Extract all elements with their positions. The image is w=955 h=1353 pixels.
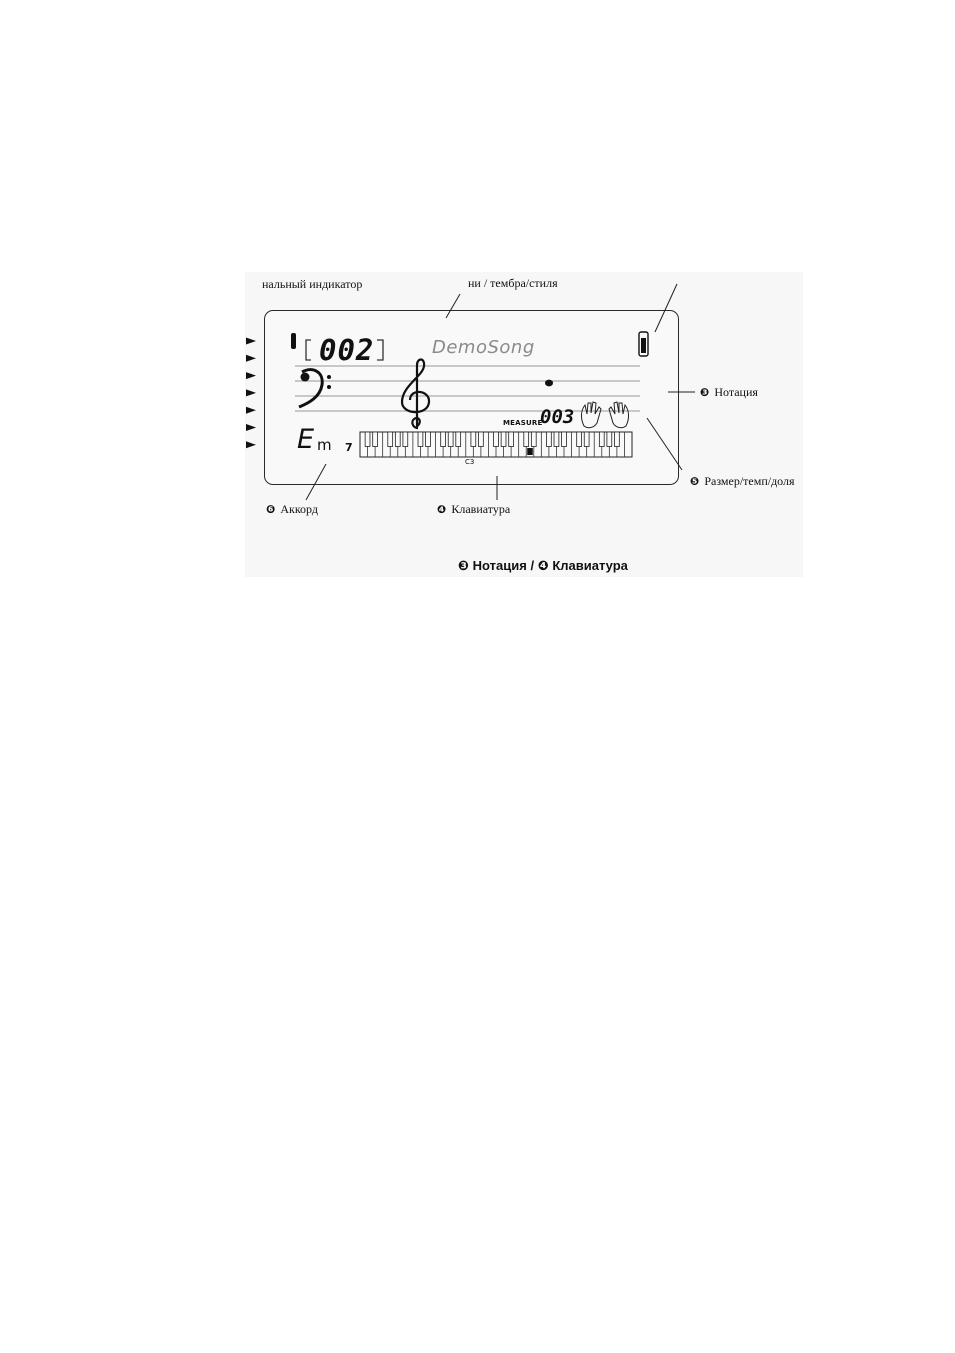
callout-meter-marker: ❺: [690, 475, 700, 488]
side-arrow-icon: [246, 372, 256, 379]
chord-extension-display: 7: [345, 441, 353, 454]
measure-label: MEASURE: [503, 419, 543, 427]
caption-marker-a: ❸: [458, 558, 470, 573]
leader-lines: [306, 284, 695, 500]
song-name-display: DemoSong: [432, 337, 535, 358]
right-hand-icon: [609, 402, 629, 428]
callout-notation-text: Нотация: [714, 385, 758, 399]
black-key: [584, 432, 589, 447]
black-key: [577, 432, 582, 447]
black-key: [501, 432, 506, 447]
side-arrow-icon: [246, 407, 256, 414]
black-key: [456, 432, 461, 447]
leader-chord: [306, 464, 326, 500]
callout-chord-marker: ❻: [266, 503, 276, 516]
leader-meter: [647, 418, 682, 470]
black-key: [554, 432, 559, 447]
callout-meter-text: Размер/темп/доля: [704, 474, 795, 488]
side-arrow-icon: [246, 355, 256, 362]
black-key: [365, 432, 370, 447]
right-indicator-fill: [641, 338, 646, 353]
black-key: [395, 432, 400, 447]
black-key: [441, 432, 446, 447]
black-key: [599, 432, 604, 447]
bass-clef-icon: [299, 370, 331, 407]
chord-root-display: E: [297, 424, 315, 455]
callout-chord-text: Аккорд: [280, 502, 318, 516]
black-key: [562, 432, 567, 447]
black-key: [509, 432, 514, 447]
indicator-segment: [291, 333, 296, 349]
caption-text-b: Клавиатура: [552, 558, 628, 573]
black-key: [403, 432, 408, 447]
callout-tone-style: ни / тембра/стиля: [468, 276, 558, 290]
note-head: [545, 380, 553, 387]
callout-indicator: нальный индикатор: [262, 277, 363, 291]
black-key: [614, 432, 619, 447]
chord-type-display: m: [317, 436, 332, 454]
caption-text-a: Нотация: [472, 558, 527, 573]
black-key: [524, 432, 529, 447]
side-arrow-icon: [246, 389, 256, 396]
callout-notation-marker: ❸: [700, 386, 710, 399]
treble-clef-icon: [402, 360, 429, 429]
black-key: [373, 432, 378, 447]
black-key: [388, 432, 393, 447]
side-arrow-icon: [246, 441, 256, 448]
figure-caption: [458, 558, 628, 574]
caption-marker-b: ❹: [537, 558, 549, 573]
leader-top-right: [655, 284, 677, 332]
caption-separator: /: [530, 558, 535, 573]
black-key: [607, 432, 612, 447]
black-key: [478, 432, 483, 447]
black-key: [471, 432, 476, 447]
black-key: [418, 432, 423, 447]
callout-keyboard-marker: ❹: [437, 503, 447, 516]
pressed-key-marker: [527, 448, 533, 455]
black-key: [531, 432, 536, 447]
song-number-bracket-left: [306, 340, 311, 360]
measure-number-display: 003: [540, 406, 575, 428]
side-arrow-icon: [246, 424, 256, 431]
black-key: [426, 432, 431, 447]
song-number-bracket-right: [377, 340, 383, 360]
black-key: [494, 432, 499, 447]
lcd-keyboard: [360, 432, 632, 457]
black-key: [448, 432, 453, 447]
black-key: [546, 432, 551, 447]
side-arrow-icon: [246, 338, 256, 345]
side-indicator-arrows: [246, 338, 256, 449]
left-hand-icon: [581, 402, 601, 428]
callout-keyboard-text: Клавиатура: [451, 502, 511, 516]
keyboard-key-label: C3: [465, 458, 475, 466]
song-number-display: 002: [319, 333, 375, 367]
leader-tone-style: [446, 294, 460, 318]
